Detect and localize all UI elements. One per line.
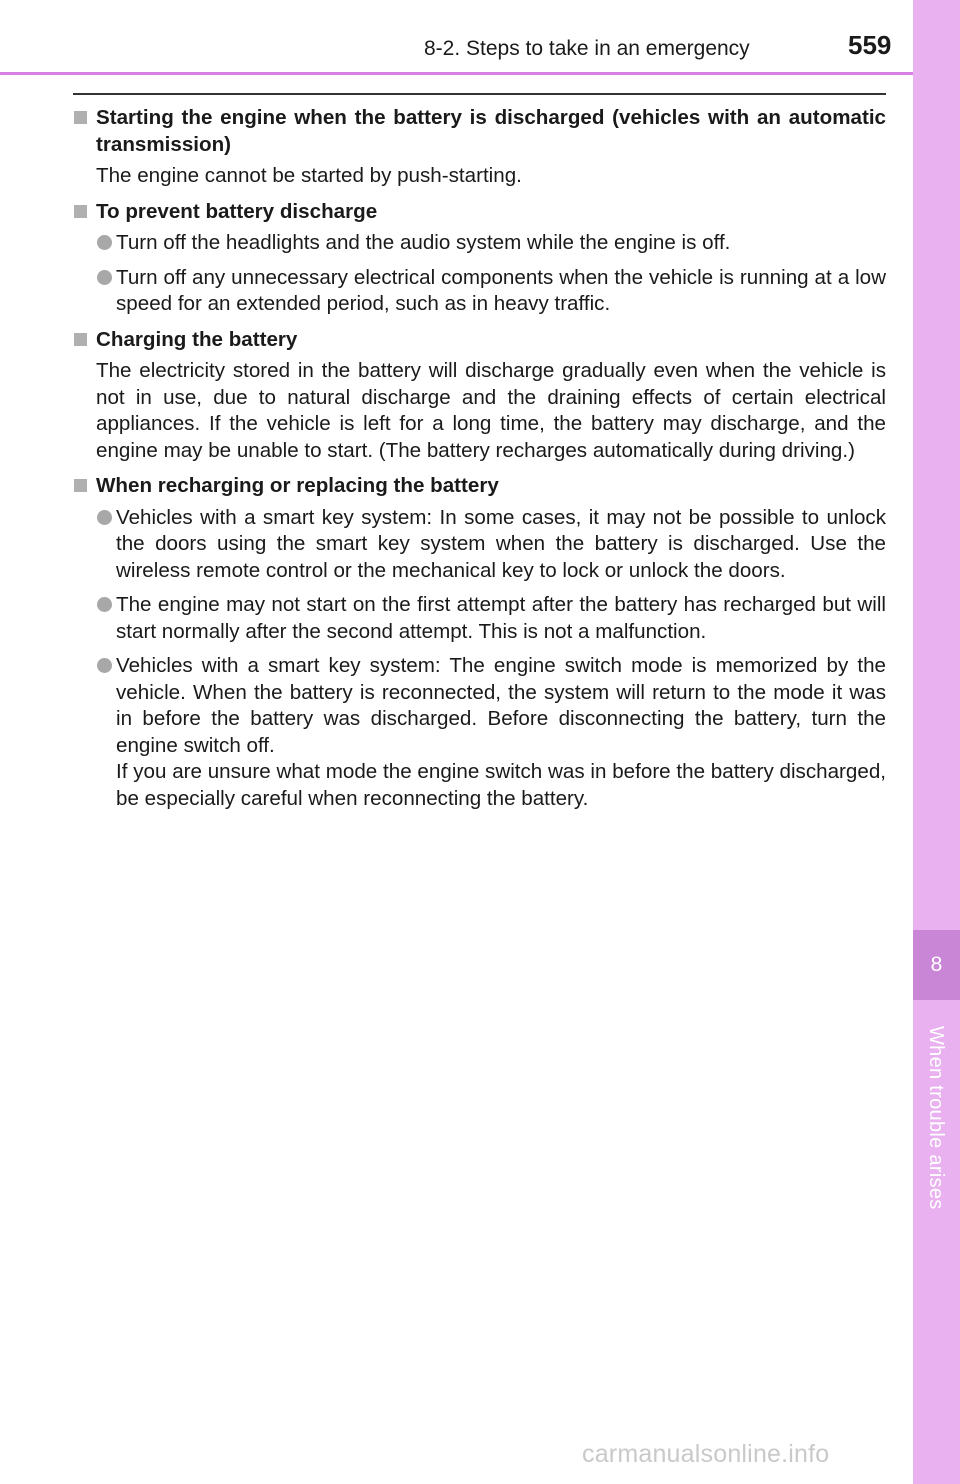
list-item: Turn off any unnecessary electrical components when the vehicle is running at a low speed for an extended period, such as in heavy traffic.	[73, 265, 886, 318]
square-bullet-icon	[74, 479, 87, 492]
section-heading: To prevent battery discharge	[73, 199, 886, 226]
page-content	[73, 105, 886, 821]
section-heading: When recharging or replacing the battery	[73, 473, 886, 500]
chapter-side-tab	[913, 0, 960, 1484]
circle-bullet-icon	[97, 510, 112, 525]
section-starting-engine	[73, 105, 886, 190]
header-divider	[0, 72, 913, 75]
section-heading: Charging the battery	[73, 327, 886, 354]
circle-bullet-icon	[97, 658, 112, 673]
watermark: carmanualsonline.info	[582, 1440, 830, 1468]
section-paragraph: The engine cannot be started by push-starting.	[96, 164, 522, 187]
square-bullet-icon	[74, 333, 87, 346]
chapter-title: When trouble arises	[925, 1026, 947, 1210]
section-heading: Starting the engine when the battery is discharged (vehicles with an automatic transmission)	[73, 105, 886, 158]
square-bullet-icon	[74, 111, 87, 124]
list-item: The engine may not start on the first attempt after the battery has recharged but will start normally after the second attempt. This is not a malfunction.	[73, 592, 886, 645]
list-item: Vehicles with a smart key system: The engine switch mode is memorized by the vehicle. When the battery is reconnected, the system will return to the mode it was in before the battery was discharged. Before disconnecting the battery, turn the engine switch off. If you are unsure what mode the engine switch was in before the battery discharged, be especially careful when reconnecting the battery.	[73, 653, 886, 812]
header-section-title: 8-2. Steps to take in an emergency	[424, 37, 750, 60]
list-item: Vehicles with a smart key system: In some cases, it may not be possible to unlock the doors using the smart key system when the battery is discharged. Use the wireless remote control or the mechanical key to lock or unlock the doors.	[73, 505, 886, 585]
section-paragraph: The electricity stored in the battery will discharge gradually even when the vehicle is not in use, due to natural discharge and the draining effects of certain electrical appliances. If the vehicle is left for a long time, the battery may discharge, and the engine may be unable to start. (The battery recharges automatically during driving.)	[96, 359, 886, 462]
section-recharging-replacing	[73, 473, 886, 812]
circle-bullet-icon	[97, 597, 112, 612]
circle-bullet-icon	[97, 235, 112, 250]
page-number: 559	[848, 30, 892, 60]
circle-bullet-icon	[97, 270, 112, 285]
content-divider	[73, 93, 886, 95]
section-charging	[73, 327, 886, 465]
chapter-number: 8	[913, 930, 960, 1000]
square-bullet-icon	[74, 205, 87, 218]
section-prevent-discharge	[73, 199, 886, 318]
list-item: Turn off the headlights and the audio system while the engine is off.	[73, 230, 886, 257]
list-item-continuation: If you are unsure what mode the engine switch was in before the battery discharged, be especially careful when reconnecting the battery.	[116, 760, 886, 810]
